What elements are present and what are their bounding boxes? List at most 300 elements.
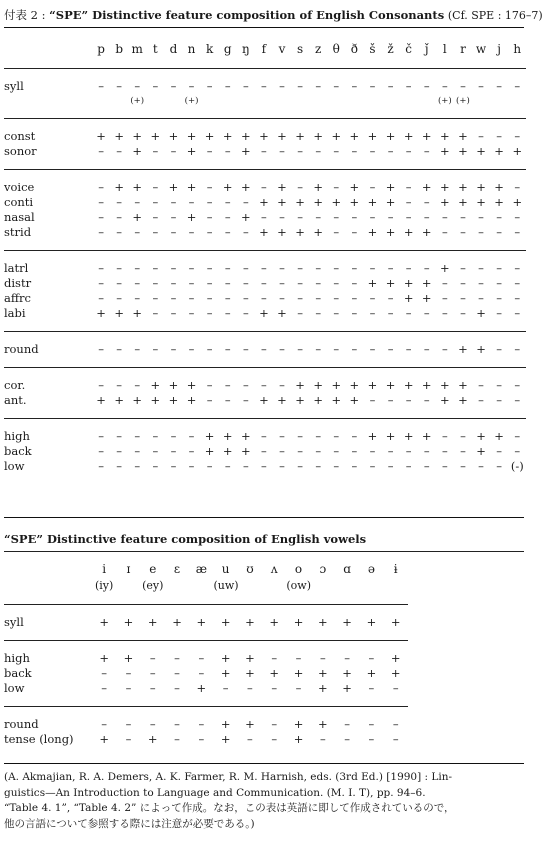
feature-value: –: [369, 291, 376, 305]
vowel-note: [359, 578, 383, 594]
feature-value: –: [441, 444, 448, 458]
vowel-note: (ow): [286, 579, 311, 592]
feature-value: –: [369, 144, 376, 158]
consonant-symbol: r: [460, 42, 466, 56]
feature-value: –: [98, 444, 104, 458]
vowel-note: [116, 578, 140, 594]
feature-value: –: [514, 180, 521, 194]
syll-note: [255, 94, 273, 108]
feature-value: –: [152, 144, 159, 158]
feature-value: –: [116, 261, 123, 275]
feature-label: back: [4, 444, 32, 458]
feature-value: +: [458, 342, 468, 356]
feature-value: –: [279, 459, 285, 473]
reference-line: “Table 4. 1”, “Table 4. 2” によって作成。なお，この表は英語に即して作成されているので，: [4, 802, 455, 814]
feature-value: +: [476, 144, 486, 158]
feature-value: +: [366, 666, 377, 680]
feature-value: –: [188, 276, 195, 290]
feature-value: –: [387, 444, 394, 458]
feature-value: –: [478, 79, 484, 93]
feature-value: –: [261, 210, 267, 224]
feature-value: –: [368, 732, 375, 746]
feature-value: +: [390, 666, 401, 680]
feature-value: –: [315, 429, 322, 443]
consonant-symbol: s: [297, 42, 304, 56]
feature-value: +: [476, 195, 486, 209]
feature-value: –: [134, 378, 141, 392]
feature-value: –: [496, 261, 502, 275]
feature-value: –: [101, 666, 108, 680]
feature-value: –: [405, 444, 412, 458]
feature-row-latrl: [4, 261, 526, 276]
feature-value: –: [496, 444, 502, 458]
feature-value: –: [242, 306, 249, 320]
feature-value: +: [403, 225, 414, 239]
feature-value: –: [279, 378, 285, 392]
feature-value: +: [494, 180, 504, 194]
syll-note: [508, 94, 526, 108]
feature-value: +: [222, 180, 233, 194]
feature-value: –: [369, 342, 376, 356]
feature-value: –: [174, 717, 180, 731]
feature-value: –: [271, 681, 278, 695]
feature-value: –: [149, 717, 156, 731]
feature-label: nasal: [4, 210, 35, 224]
feature-value: –: [261, 180, 267, 194]
feature-value: +: [277, 195, 287, 209]
consonant-symbol: b: [115, 42, 123, 56]
consonant-symbol: n: [187, 42, 196, 56]
feature-value: –: [206, 459, 213, 473]
feature-value: –: [369, 79, 376, 93]
feature-value: +: [240, 129, 251, 143]
vowel-symbol: ɛ: [173, 562, 181, 576]
feature-value: –: [242, 342, 249, 356]
feature-value: –: [188, 291, 195, 305]
feature-value: +: [196, 615, 207, 629]
feature-value: +: [132, 210, 143, 224]
feature-value: –: [261, 429, 267, 443]
feature-value: –: [351, 79, 358, 93]
feature-value: –: [315, 291, 322, 305]
feature-value: –: [297, 291, 303, 305]
feature-value: –: [387, 261, 394, 275]
feature-value: +: [114, 393, 124, 407]
feature-value: –: [152, 429, 159, 443]
feature-label: cor.: [4, 378, 26, 392]
consonant-symbol: f: [261, 42, 267, 56]
feature-value: –: [496, 459, 502, 473]
spacer-row: [4, 641, 408, 652]
feature-value: +: [269, 666, 280, 680]
feature-value: –: [152, 444, 159, 458]
feature-value: –: [405, 180, 412, 194]
feature-value: +: [96, 129, 106, 143]
feature-row-ant: [4, 393, 526, 408]
feature-value: –: [206, 210, 213, 224]
feature-value: –: [315, 342, 322, 356]
feature-value: +: [240, 180, 251, 194]
group-separator: [4, 357, 526, 368]
vowel-symbol: i: [102, 562, 107, 576]
vowel-note: [335, 578, 359, 594]
feature-value: –: [116, 144, 123, 158]
vowel-note: [311, 578, 335, 594]
feature-value: –: [152, 79, 159, 93]
title-prefix: 付表 2 :: [4, 8, 50, 22]
feature-row-high: [4, 651, 408, 666]
feature-value: +: [293, 717, 304, 731]
feature-value: +: [222, 444, 233, 458]
feature-value: –: [279, 276, 285, 290]
feature-value: –: [222, 681, 229, 695]
feature-value: –: [315, 306, 322, 320]
reference-line: 他の言語について参照する際には注意が必要である。): [4, 817, 255, 830]
consonant-feature-table: [4, 40, 526, 474]
feature-value: –: [423, 459, 430, 473]
feature-value: –: [297, 261, 303, 275]
feature-value: –: [206, 144, 213, 158]
feature-value: +: [349, 180, 360, 194]
feature-value: +: [385, 180, 396, 194]
feature-value: –: [271, 717, 278, 731]
feature-value: –: [333, 225, 340, 239]
feature-value: –: [441, 79, 448, 93]
feature-value: –: [152, 210, 159, 224]
syll-note: (+): [130, 96, 145, 106]
feature-value: +: [269, 615, 280, 629]
feature-value: –: [387, 342, 394, 356]
vowel-note: (ey): [142, 579, 164, 592]
feature-value: +: [186, 144, 197, 158]
feature-value: –: [460, 225, 466, 239]
feature-value: –: [170, 342, 177, 356]
spacer-row: [4, 119, 526, 130]
feature-value: +: [421, 276, 432, 290]
feature-value: –: [333, 291, 340, 305]
vowel-note: [384, 578, 408, 594]
feature-value: –: [152, 261, 159, 275]
feature-label: affrc: [4, 291, 31, 305]
consonant-symbol: w: [475, 42, 487, 56]
feature-value: –: [152, 180, 159, 194]
feature-value: –: [423, 342, 430, 356]
feature-value: –: [116, 342, 123, 356]
feature-value: –: [188, 79, 195, 93]
feature-value: +: [132, 144, 143, 158]
feature-value: –: [351, 444, 358, 458]
feature-value: –: [351, 429, 358, 443]
feature-value: –: [297, 79, 303, 93]
feature-value: +: [240, 444, 251, 458]
feature-value: –: [188, 306, 195, 320]
feature-value: –: [170, 225, 177, 239]
feature-value: –: [333, 444, 340, 458]
feature-value: –: [149, 666, 156, 680]
feature-value: –: [198, 732, 205, 746]
feature-value: –: [116, 429, 123, 443]
spacer-row: [4, 707, 408, 718]
feature-value: –: [423, 210, 430, 224]
feature-row-cor: [4, 378, 526, 393]
feature-value: –: [242, 378, 249, 392]
feature-value: –: [116, 276, 123, 290]
feature-value: –: [261, 444, 267, 458]
feature-value: –: [392, 681, 399, 695]
feature-value: –: [271, 732, 278, 746]
consonant-symbol: z: [315, 42, 322, 56]
group-separator: [4, 240, 526, 251]
feature-label: low: [4, 459, 25, 473]
syll-note: (+): [437, 96, 452, 106]
feature-value: –: [206, 393, 213, 407]
feature-value: –: [369, 459, 376, 473]
vowel-note: (iy): [94, 579, 114, 592]
feature-value: –: [149, 651, 156, 665]
feature-row-nasal: [4, 210, 526, 225]
feature-value: –: [514, 429, 521, 443]
feature-value: +: [494, 429, 504, 443]
feature-value: –: [387, 79, 394, 93]
spacer-row: [4, 419, 526, 430]
feature-value: –: [319, 651, 326, 665]
feature-value: –: [460, 291, 466, 305]
feature-value: +: [220, 651, 231, 665]
feature-value: +: [342, 615, 352, 629]
feature-value: +: [277, 225, 287, 239]
feature-value: +: [96, 306, 106, 320]
feature-value: –: [460, 429, 466, 443]
feature-value: –: [478, 225, 484, 239]
vowel-top-rule: [4, 551, 524, 552]
feature-value: –: [261, 79, 267, 93]
feature-value: –: [206, 306, 213, 320]
vowel-feature-table: [4, 560, 408, 747]
group-separator: [4, 630, 408, 641]
feature-value: +: [222, 429, 233, 443]
feature-value: +: [150, 378, 161, 392]
feature-value: –: [242, 79, 249, 93]
feature-value: –: [344, 732, 350, 746]
feature-value: –: [134, 79, 141, 93]
feature-value: –: [315, 459, 322, 473]
feature-value: –: [116, 210, 123, 224]
feature-row-round: [4, 342, 526, 357]
feature-value: +: [458, 129, 468, 143]
feature-value: –: [478, 129, 484, 143]
feature-value: –: [188, 459, 195, 473]
feature-value: –: [125, 681, 132, 695]
feature-row-conti: [4, 195, 526, 210]
feature-value: –: [170, 429, 177, 443]
feature-value: –: [460, 79, 466, 93]
feature-value: –: [297, 144, 303, 158]
syll-note: [92, 94, 110, 108]
group-separator: [4, 159, 526, 170]
feature-value: –: [98, 195, 104, 209]
feature-value: +: [440, 378, 450, 392]
feature-value: –: [224, 210, 231, 224]
feature-value: –: [206, 180, 213, 194]
feature-value: –: [101, 717, 108, 731]
feature-value: –: [405, 306, 412, 320]
feature-value: –: [441, 210, 448, 224]
feature-value: –: [170, 261, 177, 275]
feature-value: –: [369, 393, 376, 407]
feature-value: –: [496, 210, 502, 224]
feature-value: +: [186, 393, 197, 407]
feature-value: –: [496, 276, 502, 290]
consonant-symbol: k: [205, 42, 214, 56]
feature-value: –: [405, 79, 412, 93]
table-title: [4, 8, 543, 23]
syll-note: [400, 94, 418, 108]
feature-value: –: [496, 79, 502, 93]
vowel-symbol: æ: [195, 562, 207, 576]
syll-note: [418, 94, 436, 108]
feature-value: +: [366, 615, 377, 629]
feature-value: +: [245, 666, 255, 680]
feature-value: +: [421, 180, 432, 194]
feature-value: +: [99, 615, 109, 629]
feature-value: –: [170, 79, 177, 93]
feature-value: +: [114, 129, 124, 143]
feature-value: +: [385, 276, 396, 290]
feature-value: –: [174, 666, 180, 680]
group-separator: [4, 58, 526, 69]
feature-value: +: [220, 717, 231, 731]
feature-value: –: [351, 210, 358, 224]
feature-value: –: [174, 681, 180, 695]
feature-value: –: [261, 276, 267, 290]
feature-value: +: [458, 195, 468, 209]
feature-value: +: [318, 681, 328, 695]
feature-value: –: [152, 342, 159, 356]
feature-value: –: [295, 651, 302, 665]
feature-value: –: [247, 732, 253, 746]
feature-value: –: [297, 429, 303, 443]
feature-value: +: [220, 666, 231, 680]
feature-value: –: [98, 342, 104, 356]
feature-value: –: [152, 306, 159, 320]
feature-value: –: [170, 306, 177, 320]
feature-value: +: [458, 378, 468, 392]
feature-value: –: [152, 276, 159, 290]
feature-value: –: [224, 276, 231, 290]
consonant-symbol: v: [278, 42, 286, 56]
feature-row-syll: [4, 615, 408, 630]
feature-value: +: [440, 393, 450, 407]
feature-value: –: [297, 306, 303, 320]
feature-value: –: [116, 79, 123, 93]
syll-note: [472, 94, 490, 108]
feature-value: –: [247, 681, 253, 695]
feature-value: –: [271, 651, 278, 665]
feature-value: –: [315, 144, 322, 158]
feature-value: –: [333, 144, 340, 158]
feature-value: –: [279, 210, 285, 224]
spacer-row: [4, 170, 526, 181]
feature-value: +: [512, 195, 523, 209]
feature-value: +: [440, 144, 450, 158]
feature-value: –: [134, 261, 141, 275]
feature-value: –: [478, 291, 484, 305]
feature-label: syll: [4, 615, 24, 629]
feature-value: –: [188, 261, 195, 275]
feature-value: –: [224, 144, 231, 158]
feature-value: –: [297, 210, 303, 224]
vowel-symbol: ɑ: [343, 562, 351, 576]
syll-note: [363, 94, 381, 108]
feature-value: –: [174, 732, 180, 746]
feature-value: +: [132, 180, 143, 194]
feature-value: +: [390, 651, 401, 665]
feature-value: +: [295, 195, 305, 209]
feature-value: +: [390, 615, 401, 629]
feature-value: –: [170, 276, 177, 290]
feature-value: –: [423, 393, 430, 407]
feature-label: tense (long): [4, 732, 74, 746]
feature-value: –: [333, 79, 340, 93]
feature-value: –: [174, 651, 180, 665]
feature-value: –: [297, 444, 303, 458]
feature-value: +: [403, 378, 414, 392]
feature-value: –: [188, 342, 195, 356]
vowel-symbol: ɔ: [319, 562, 327, 576]
feature-value: +: [421, 225, 432, 239]
feature-value: +: [318, 666, 328, 680]
feature-value: –: [198, 666, 205, 680]
feature-value: –: [333, 261, 340, 275]
reference-line: (A. Akmajian, R. A. Demers, A. K. Farmer, R. M. Harnish, eds. (3rd Ed.) [1990] : Lin-: [4, 771, 453, 783]
feature-value: +: [367, 429, 378, 443]
feature-value: +: [259, 306, 269, 320]
feature-row-round: [4, 717, 408, 732]
feature-value: –: [242, 459, 249, 473]
consonant-symbol: ǰ: [424, 42, 429, 56]
consonant-symbol: ž: [387, 42, 394, 56]
feature-label: high: [4, 429, 30, 443]
feature-value: –: [333, 306, 340, 320]
feature-value: –: [351, 261, 358, 275]
feature-value: +: [168, 378, 179, 392]
notes-label: [4, 578, 92, 594]
feature-value: +: [186, 180, 197, 194]
feature-value: –: [496, 378, 502, 392]
feature-value: –: [333, 180, 340, 194]
feature-value: +: [458, 393, 468, 407]
feature-value: –: [98, 378, 104, 392]
feature-value: –: [224, 378, 231, 392]
feature-value: +: [313, 195, 323, 209]
feature-value: –: [152, 225, 159, 239]
feature-value: –: [224, 261, 231, 275]
feature-value: –: [224, 459, 231, 473]
feature-value: –: [423, 444, 430, 458]
feature-row-voice: [4, 180, 526, 195]
consonant-header-row: [4, 40, 526, 58]
syll-note: (+): [456, 96, 470, 106]
feature-value: –: [98, 225, 104, 239]
feature-value: –: [206, 79, 213, 93]
feature-value: +: [245, 717, 255, 731]
feature-value: –: [368, 681, 375, 695]
feature-value: –: [478, 210, 484, 224]
feature-value: –: [116, 444, 123, 458]
feature-value: +: [494, 144, 504, 158]
syll-note: [146, 94, 164, 108]
group-separator: [4, 408, 526, 419]
